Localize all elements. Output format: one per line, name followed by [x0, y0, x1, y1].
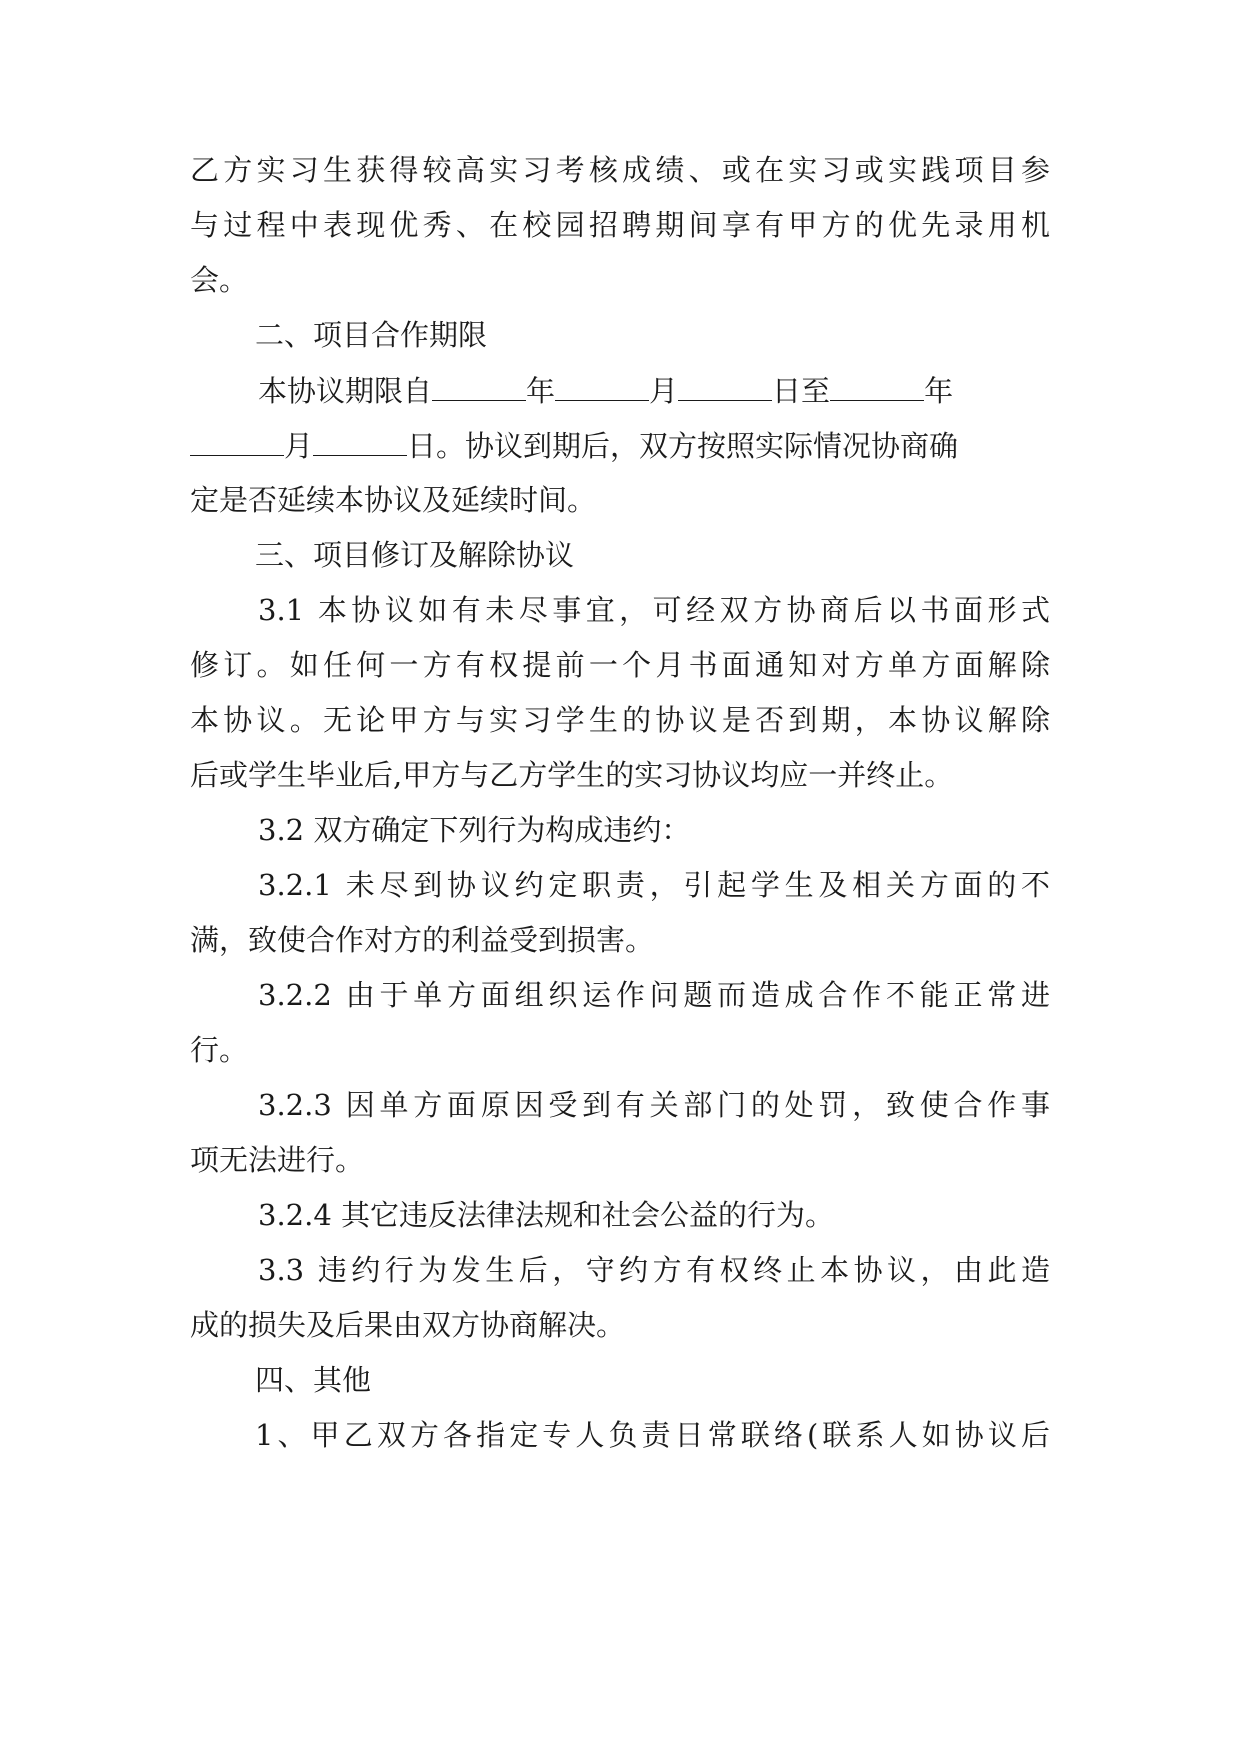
clause-line: 后或学生毕业后,甲方与乙方学生的实习协议均应一并终止。 [190, 758, 954, 792]
section-heading: 四、其他 [255, 1363, 372, 1397]
unit-label: 年 [526, 374, 556, 408]
blank-field [313, 425, 407, 456]
clause-line: 3.2 双方确定下列行为构成违约： [258, 813, 691, 847]
paragraph-line: 与过程中表现优秀、在校园招聘期间享有甲方的优先录用机 [190, 208, 1050, 242]
unit-label: 月 [649, 374, 679, 408]
clause-line: 3.3 违约行为发生后，守约方有权终止本协议，由此造 [258, 1253, 1050, 1287]
section-heading: 三、项目修订及解除协议 [255, 538, 575, 572]
period-line [258, 370, 1050, 410]
clause-line: 3.2.4 其它违反法律法规和社会公益的行为。 [258, 1198, 835, 1232]
blank-field [190, 425, 284, 456]
period-line [190, 425, 1050, 465]
clause-line: 3.2.2 由于单方面组织运作问题而造成合作不能正常进 [258, 978, 1050, 1012]
paragraph-line: 会。 [190, 263, 249, 297]
blank-field [555, 370, 649, 401]
paragraph-line: 乙方实习生获得较高实习考核成绩、或在实习或实践项目参 [190, 153, 1050, 187]
unit-label: 日至 [772, 374, 831, 408]
clause-line: 修订。如任何一方有权提前一个月书面通知对方单方面解除 [190, 648, 1050, 682]
unit-label: 月 [284, 429, 314, 463]
clause-line: 3.2.3 因单方面原因受到有关部门的处罚，致使合作事 [258, 1088, 1050, 1122]
blank-field [432, 370, 526, 401]
blank-field [830, 370, 924, 401]
clause-line: 项无法进行。 [190, 1143, 365, 1177]
clause-line: 行。 [190, 1033, 249, 1067]
clause-line: 3.2.1 未尽到协议约定职责，引起学生及相关方面的不 [258, 868, 1050, 902]
clause-line: 3.1 本协议如有未尽事宜，可经双方协商后以书面形式 [258, 593, 1050, 627]
period-prefix: 本协议期限自 [258, 374, 433, 408]
clause-line: 本协议。无论甲方与实习学生的协议是否到期，本协议解除 [190, 703, 1050, 737]
period-suffix: 日。协议到期后，双方按照实际情况协商确 [407, 429, 959, 463]
blank-field [678, 370, 772, 401]
clause-line: 1、甲乙双方各指定专人负责日常联络(联系人如协议后 [255, 1418, 1050, 1452]
paragraph-line: 定是否延续本协议及延续时间。 [190, 483, 597, 517]
clause-line: 满，致使合作对方的利益受到损害。 [190, 923, 655, 957]
section-heading: 二、项目合作期限 [255, 318, 488, 352]
clause-line: 成的损失及后果由双方协商解决。 [190, 1308, 626, 1342]
unit-label: 年 [924, 374, 954, 408]
